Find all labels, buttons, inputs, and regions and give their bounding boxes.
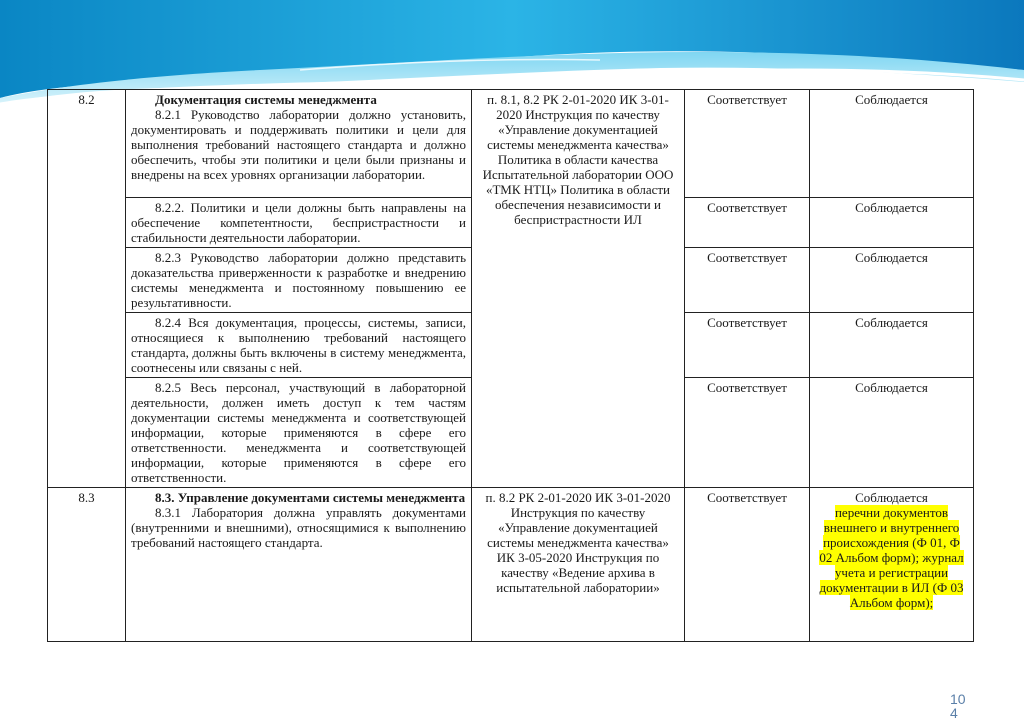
reference-documents: п. 8.2 РК 2-01-2020 ИК 3-01-2020 Инструкция по качеству «Управление документацией системы менеджмента качества» ИК 3-05-2020 Инструкция по качеству «Ведение архива в испытательной лаборатории» xyxy=(472,488,685,642)
compliance-table xyxy=(47,89,974,642)
requirement-cell xyxy=(126,488,472,642)
status-cell: Соответствует xyxy=(685,488,810,642)
status-cell: Соответствует xyxy=(685,90,810,198)
compliance-label: Соблюдается xyxy=(855,490,928,505)
status-cell: Соответствует xyxy=(685,378,810,488)
clause-number: 8.2 xyxy=(48,90,126,488)
compliance-cell: Соблюдается xyxy=(810,248,974,313)
table-row xyxy=(48,90,974,198)
section-title: Документация системы менеджмента xyxy=(155,92,377,107)
table-row xyxy=(48,488,974,642)
status-cell: Соответствует xyxy=(685,313,810,378)
status-cell: Соответствует xyxy=(685,198,810,248)
requirement-text: 8.3.1 Лаборатория должна управлять документами (внутренними и внешними), относящимися к выполнению требований настоящего стандарта. xyxy=(131,505,466,550)
compliance-cell: Соблюдается xyxy=(810,90,974,198)
highlighted-note: перечни документов внешнего и внутреннего происхождения (Ф 01, Ф 02 Альбом форм); журнал учета и регистрации документации в ИЛ (Ф 03 Альбом форм); xyxy=(819,505,964,610)
requirement-text: 8.2.1 Руководство лаборатории должно установить, документировать и поддерживать политики и цели для выполнения требований настоящего стандарта и должно обеспечить, чтобы эти политики и цели были признаны и внедрены на всех уровнях организации лаборатории. xyxy=(131,107,466,182)
compliance-cell xyxy=(810,488,974,642)
section-title: 8.3. Управление документами системы менеджмента xyxy=(155,490,466,505)
compliance-cell: Соблюдается xyxy=(810,313,974,378)
reference-documents: п. 8.1, 8.2 РК 2-01-2020 ИК 3-01-2020 Инструкция по качеству «Управление документацией системы менеджмента качества» Политика в области качества Испытательной лаборатории ООО «ТМК НТЦ» Политика в области обеспечения независимости и беспристрастности ИЛ xyxy=(472,90,685,488)
requirement-cell xyxy=(126,90,472,198)
compliance-cell: Соблюдается xyxy=(810,378,974,488)
clause-number: 8.3 xyxy=(48,488,126,642)
requirement-text: 8.2.2. Политики и цели должны быть направлены на обеспечение компетентности, беспристрастности и стабильности деятельности лаборатории. xyxy=(126,198,472,248)
requirement-text: 8.2.3 Руководство лаборатории должно представить доказательства приверженности к разработке и внедрению системы менеджмента и постоянному повышению ее результативности. xyxy=(126,248,472,313)
requirement-text: 8.2.5 Весь персонал, участвующий в лабораторной деятельности, должен иметь доступ к тем частям документации системы менеджмента и соответствующей информации, которые применяются в сфере его ответственности. менеджмента и соответствующей информации, которые применяются в сфере его ответственности. xyxy=(126,378,472,488)
page-number: 10 4 xyxy=(950,691,966,721)
compliance-cell: Соблюдается xyxy=(810,198,974,248)
requirement-text: 8.2.4 Вся документация, процессы, системы, записи, относящиеся к выполнению требований настоящего стандарта, должны быть включены в систему менеджмента, соотнесены или связаны с ней. xyxy=(126,313,472,378)
status-cell: Соответствует xyxy=(685,248,810,313)
